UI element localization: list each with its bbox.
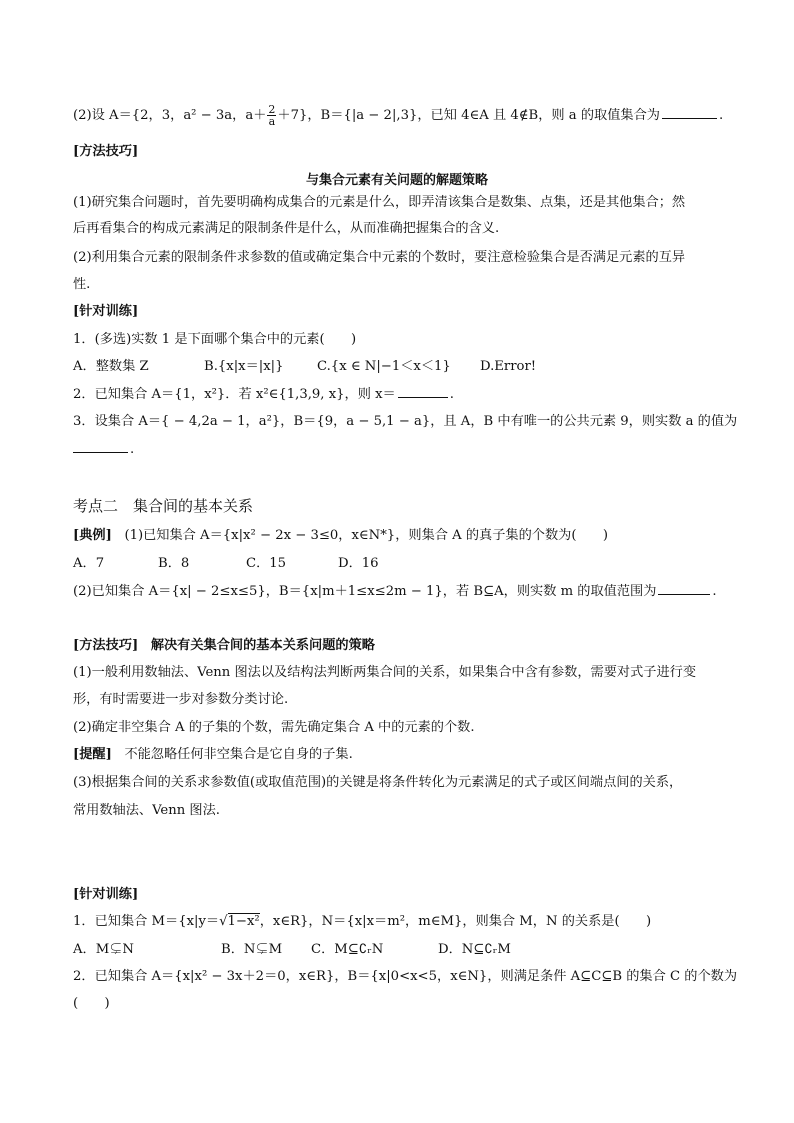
option-d: D．N⊆∁ᵣM (438, 942, 511, 957)
example-label: [典例] (73, 528, 112, 543)
option-c: C．15 (246, 556, 287, 571)
method-paragraph: 性. (73, 277, 91, 292)
options-row (73, 555, 379, 573)
question-1 (73, 913, 651, 931)
option-c: C．M⊆∁ᵣN (311, 942, 384, 957)
method-paragraph: 后再看集合的构成元素满足的限制条件是什么，从而准确把握集合的含义. (73, 221, 500, 236)
method-title: 与集合元素有关问题的解题策略 (305, 173, 488, 188)
method-label: [方法技巧] (73, 638, 139, 653)
question-text: ＋7}，B＝{|a − 2|,3}，已知 4∈A 且 4∉B，则 a 的取值集合为 (277, 108, 660, 123)
question-text: 1．已知集合 M＝{x|y＝ (73, 914, 220, 929)
question-2 (73, 385, 454, 404)
fraction-numerator: 2 (268, 103, 276, 116)
method-paragraph: 形，有时需要进一步对参数分类讨论. (73, 692, 289, 707)
sqrt-sign: √ (219, 914, 228, 929)
question-3: 3．设集合 A＝{ − 4,2a − 1，a²}，B＝{9，a − 5,1 − a}，且 A，B 中有唯一的公共元素 9，则实数 a 的值为 (73, 414, 738, 429)
answer-blank (398, 385, 448, 398)
question-end: . (449, 387, 454, 402)
training-label: [针对训练] (73, 304, 139, 319)
question-text: (2)设 A＝{2，3，a² − 3a，a＋ (73, 108, 267, 123)
example-question-1 (73, 527, 608, 545)
option-c: C.{x ∈ N|−1＜x＜1} (317, 359, 451, 374)
option-a: A．M⊊N (73, 942, 134, 957)
method-paragraph: (3)根据集合间的关系求参数值(或取值范围)的关键是将条件转化为元素满足的式子或区间端点间的关系， (73, 775, 683, 790)
option-b: B．8 (158, 556, 190, 571)
method-paragraph: (2)确定非空集合 A 的子集的个数，需先确定集合 A 中的元素的个数. (73, 720, 475, 735)
question-text: ，x∈R}，N＝{x|x＝m²，m∈M}，则集合 M，N 的关系是( ) (259, 914, 652, 929)
option-b: B.{x|x＝|x|} (204, 359, 284, 374)
answer-blank (658, 582, 710, 595)
sqrt-radicand: 1−x² (227, 914, 260, 929)
tip-label: [提醒] (73, 747, 112, 762)
training-label: [针对训练] (73, 887, 139, 902)
section-title: 考点二 集合间的基本关系 (73, 497, 254, 515)
method-paragraph: (2)利用集合元素的限制条件求参数的值或确定集合中元素的个数时，要注意检验集合是否满足元素的互异 (73, 250, 686, 265)
example-question-2 (73, 582, 717, 601)
method-label: [方法技巧] (73, 144, 139, 159)
method-title: 解决有关集合间的基本关系问题的策略 (150, 638, 375, 653)
options-row (73, 941, 511, 959)
answer-blank (662, 106, 717, 119)
fraction-denominator: a (268, 115, 276, 128)
answer-blank (73, 440, 128, 453)
question-2-continued: ( ) (73, 996, 110, 1011)
question-end: . (718, 108, 724, 123)
option-a: A．整数集 Z (73, 359, 149, 374)
question-end: . (130, 442, 135, 457)
tip-line (73, 746, 353, 764)
option-a: A．7 (73, 556, 105, 571)
method-paragraph: 常用数轴法、Venn 图法. (73, 803, 220, 818)
question-2: 2．已知集合 A＝{x|x² − 3x＋2＝0，x∈R}，B＝{x|0<x<5，x∈N}，则满足条件 A⊆C⊆B 的集合 C 的个数为 (73, 969, 738, 984)
method-heading (73, 637, 375, 655)
question-2-line (73, 104, 723, 127)
question-text: 2．已知集合 A＝{1，x²}．若 x²∈{1,3,9, x}，则 x＝ (73, 387, 396, 402)
question-text: (2)已知集合 A＝{x| − 2≤x≤5}，B＝{x|m＋1≤x≤2m − 1}，若 B⊆A，则实数 m 的取值范围为 (73, 584, 657, 599)
fraction (267, 104, 276, 127)
method-paragraph: (1)研究集合问题时，首先要明确构成集合的元素是什么，即弄清该集合是数集、点集，还是其他集合；然 (73, 195, 686, 210)
option-b: B．N⊊M (221, 942, 283, 957)
question-3-continued (73, 440, 134, 459)
option-d: D．16 (338, 556, 379, 571)
method-paragraph: (1)一般利用数轴法、Venn 图法以及结构法判断两集合间的关系，如果集合中含有参数，需要对式子进行变 (73, 665, 697, 680)
options-row (73, 358, 536, 376)
question-text: (1)已知集合 A＝{x|x² − 2x − 3≤0，x∈N*}，则集合 A 的真子集的个数为( ) (124, 528, 609, 543)
tip-text: 不能忽略任何非空集合是它自身的子集. (124, 747, 353, 762)
question-1: 1．(多选)实数 1 是下面哪个集合中的元素( ) (73, 332, 357, 347)
question-end: . (712, 584, 717, 599)
option-d: D.Error! (480, 359, 537, 374)
